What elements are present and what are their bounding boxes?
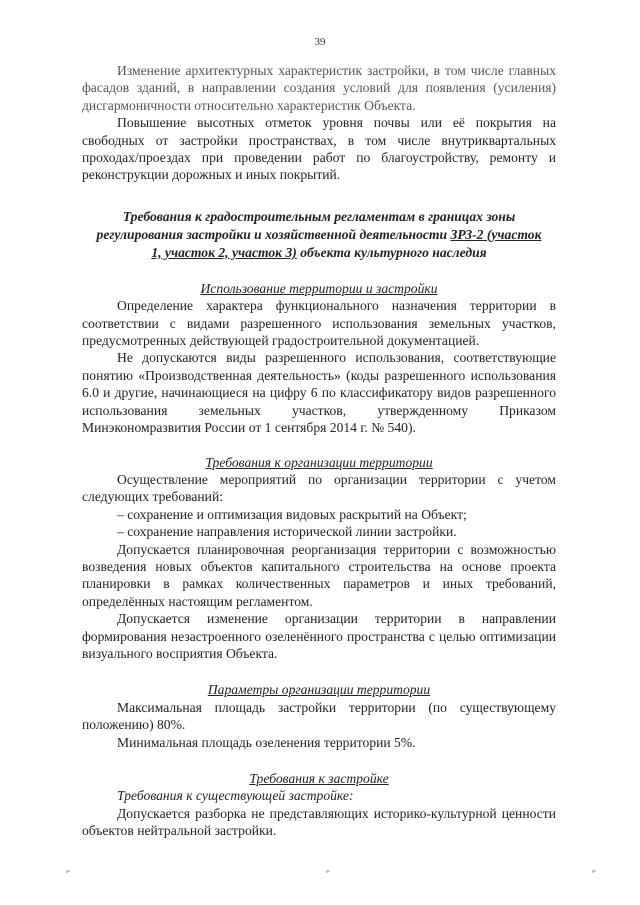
- section-title-zone-code: ЗРЗ-2 (участок 1, участок 2, участок 3): [151, 226, 542, 260]
- section-title-part1: Требования к градостроительным регламентам в границах зоны регулирования застройки и хозяйственной деятельности: [96, 208, 516, 242]
- paragraph-organization-1: Осуществление мероприятий по организации территории с учетом следующих требований:: [82, 471, 556, 505]
- section-title-part2: объекта культурного наследия: [296, 244, 487, 260]
- heading-building: Требования к застройке: [249, 771, 389, 786]
- paragraph-soil-level: Повышение высотных отметок уровня почвы или её покрытия на свободных от застройки пространствах, в том числе внутриквартальных проходах/проездах при проведении работ по благоустройству, ремонту и реконструкции дорожных и иных покрытий.: [82, 115, 556, 183]
- page-number: 39: [314, 36, 326, 48]
- heading-land-use: Использование территории и застройки: [200, 280, 438, 296]
- heading-organization: Требования к организации территории: [205, 454, 433, 470]
- paragraph-land-use-2: Не допускаются виды разрешенного использования, соответствующие понятию «Производственная деятельность» (коды разрешенного использования 6.0 и другие, начинающиеся на цифру 6 по классификатору видов разрешенного использования земельных участков, утвержденному Приказом Минэкономразвития России от 1 сентября 2014 г. № 540).: [82, 350, 556, 436]
- footer-mark-center: ᵍᵒ: [326, 868, 331, 876]
- paragraph-parameters-2: Минимальная площадь озеленения территории 5%.: [117, 734, 416, 750]
- heading-parameters: Параметры организации территории: [207, 682, 431, 698]
- footer-mark-right: ᵍᵒ: [592, 868, 597, 876]
- paragraph-organization-2: Допускается планировочная реорганизация территории с возможностью возведения новых объектов капитального строительства на основе проекта планировки в рамках количественных параметров и иных требований, определённых настоящим регламентом.: [82, 541, 556, 609]
- paragraph-organization-3: Допускается изменение организации территории в направлении формирования незастроенного озеленённого пространства с целью оптимизации визуального восприятия Объекта.: [82, 611, 556, 661]
- list-item-historic-line: – сохранение направления исторической линии застройки.: [117, 524, 457, 540]
- paragraph-land-use-1: Определение характера функционального назначения территории в соответствии с видами разрешенного использования земельных участков, предусмотренных действующей градостроительной документацией.: [82, 298, 556, 349]
- footer-mark-left: ᵍᵒ: [66, 868, 71, 876]
- paragraph-architecture-change: Изменение архитектурных характеристик застройки, в том числе главных фасадов зданий, в направлении создания условий для появления (усиления) дисгармоничности относительно характеристик Объекта.: [82, 63, 556, 113]
- list-item-view-corridors: – сохранение и оптимизация видовых раскрытий на Объект;: [117, 506, 467, 522]
- paragraph-building-1: Допускается разборка не представляющих историко-культурной ценности объектов нейтральной застройки.: [82, 805, 556, 839]
- section-title: [82, 208, 556, 262]
- page-content: [82, 62, 556, 840]
- subheading-existing-building: Требования к существующей застройке:: [117, 788, 354, 804]
- paragraph-parameters-1: Максимальная площадь застройки территории (по существующему положению) 80%.: [82, 699, 556, 733]
